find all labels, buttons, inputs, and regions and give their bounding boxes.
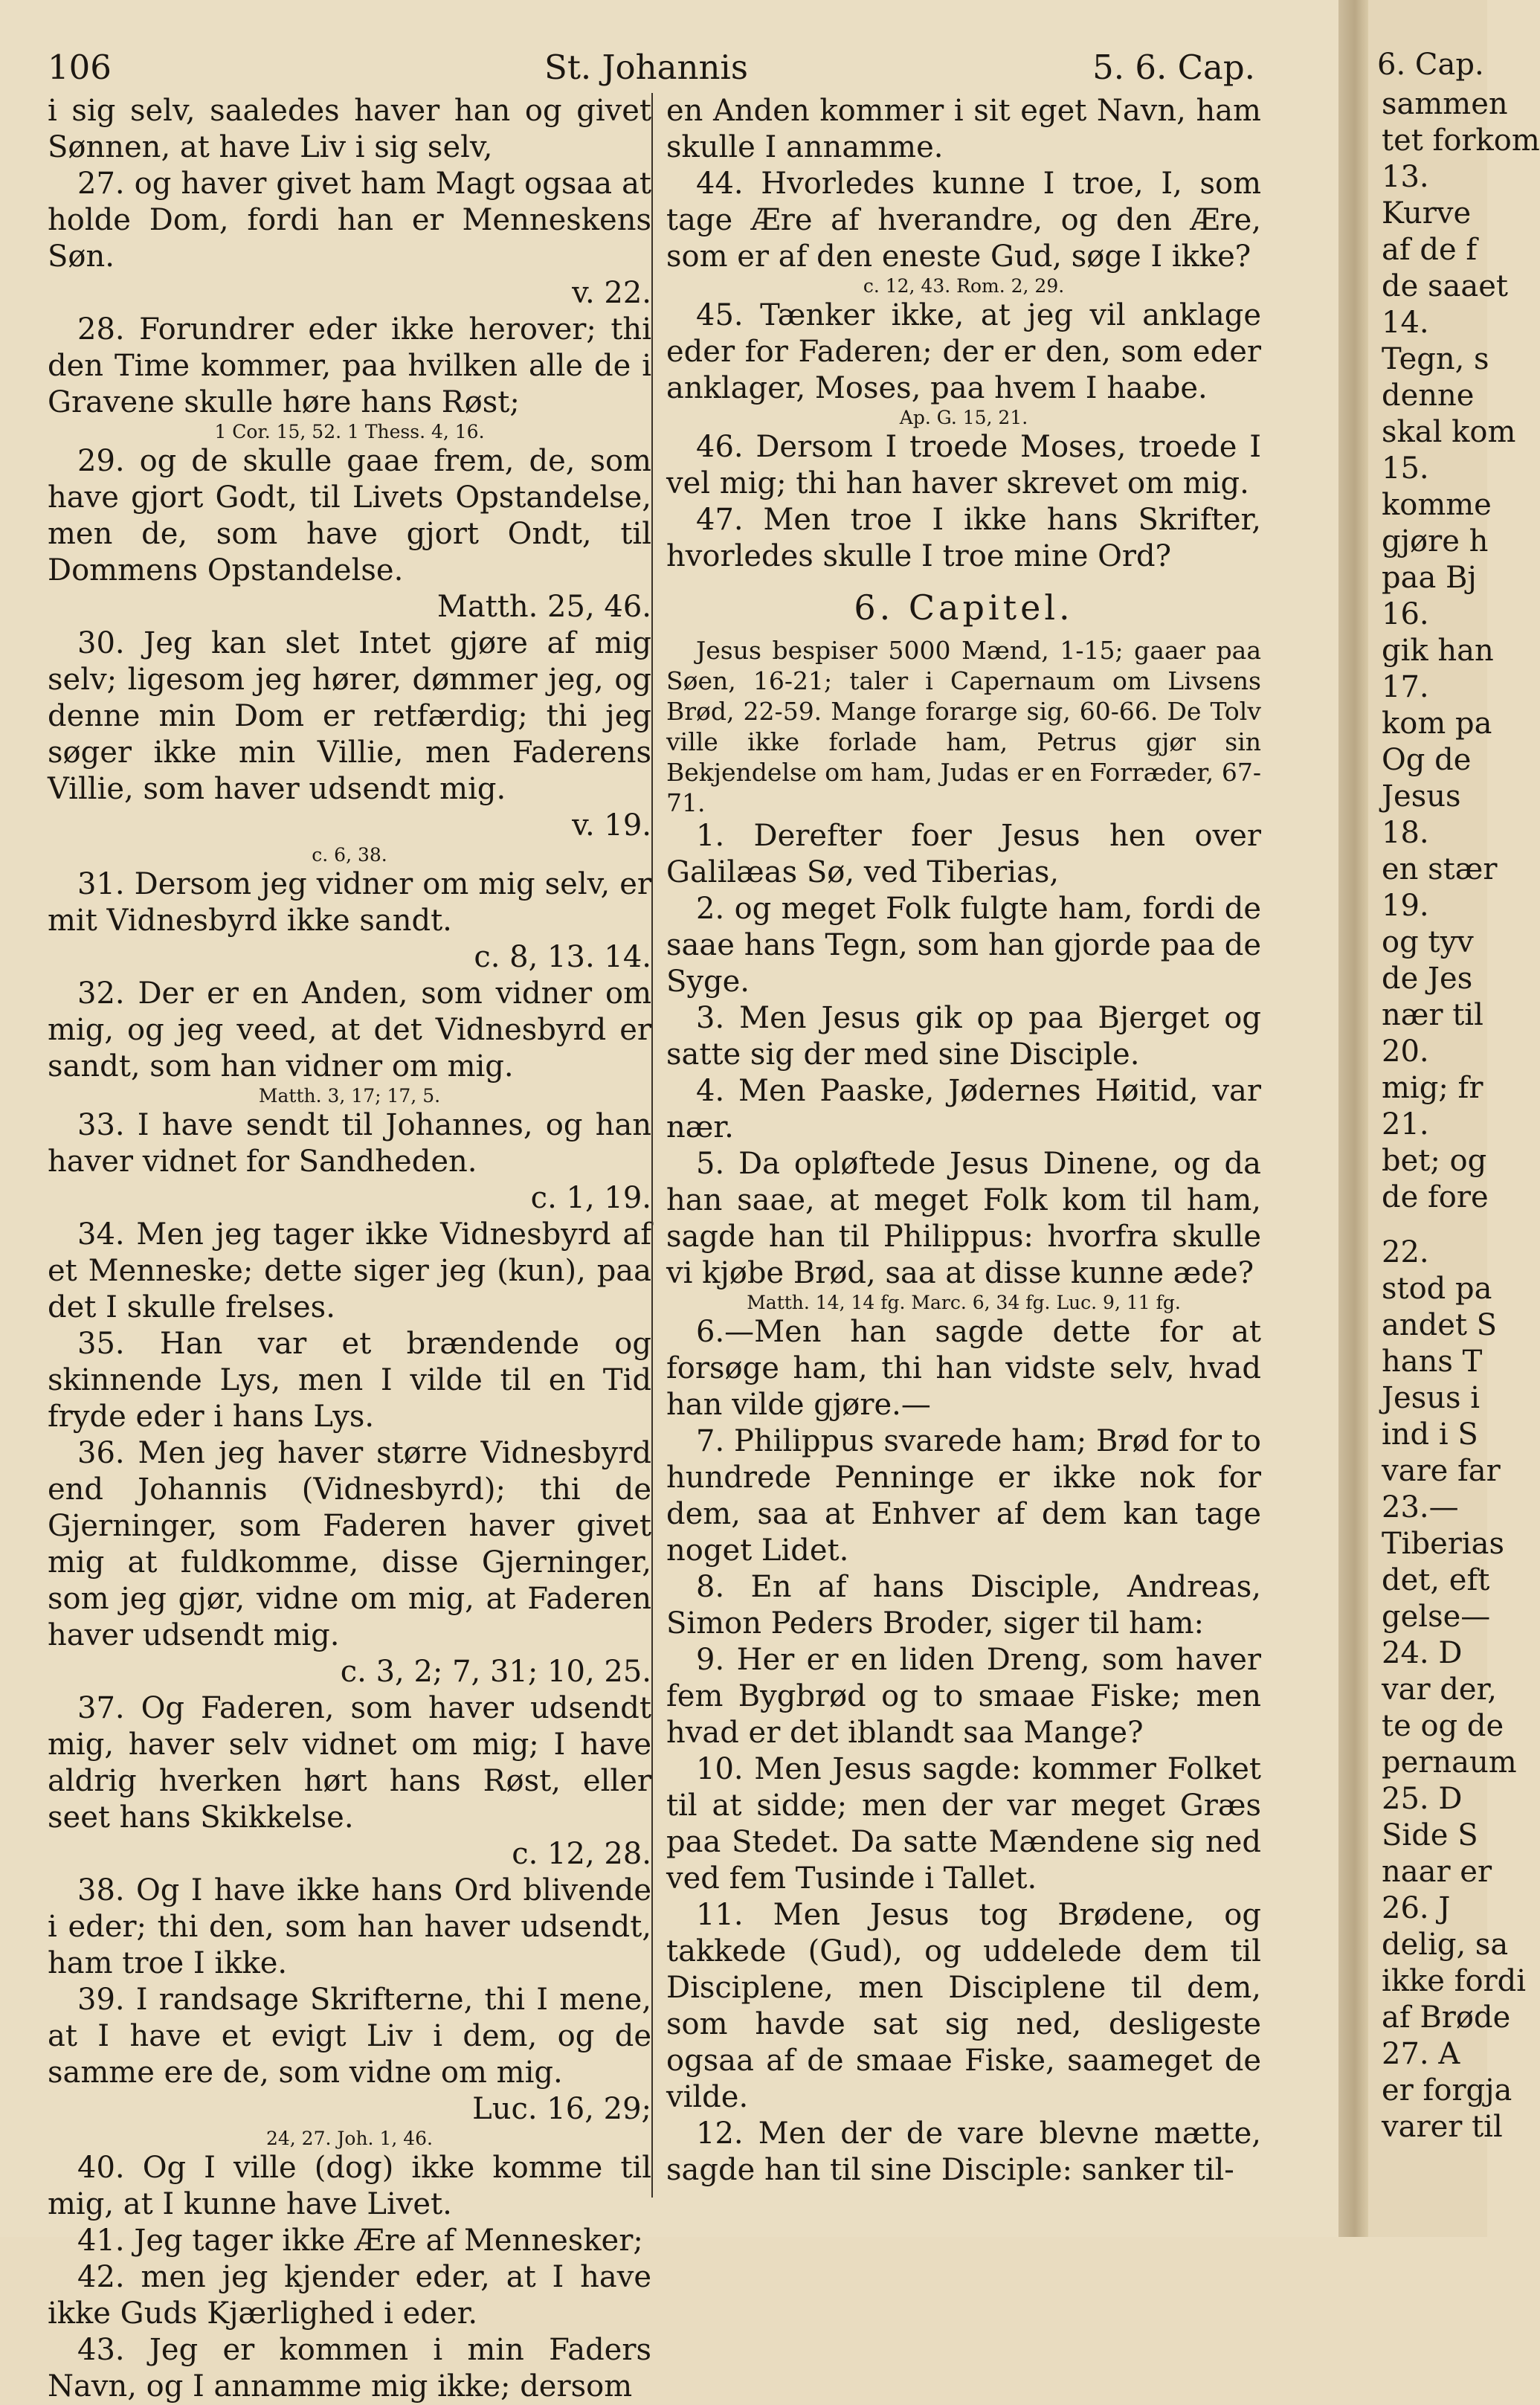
verse-reference: Matth. 25, 46. <box>436 590 651 624</box>
next-page-fragment: denne <box>1382 379 1475 413</box>
verse <box>48 1435 651 1690</box>
chapter-summary <box>666 635 1261 818</box>
verse-reference: c. 1, 19. <box>530 1181 651 1215</box>
cross-reference <box>48 844 651 866</box>
next-page-fragment: af Brøde <box>1382 2000 1511 2035</box>
next-page-fragment: en stær <box>1382 852 1498 886</box>
verse-text: en Anden kommer i sit eget Navn, ham skulle I annamme. <box>666 94 1261 164</box>
verse <box>48 625 651 844</box>
page-number: 106 <box>48 48 112 87</box>
verse <box>666 297 1261 407</box>
verse-text: 31. Dersom jeg vidner om mig selv, er mit Vidnesbyrd ikke sandt. <box>48 867 651 938</box>
verse <box>48 1326 651 1435</box>
verse <box>666 1897 1261 2116</box>
next-page-fragment: Jesus <box>1382 779 1461 814</box>
verse-text: 3. Men Jesus gik op paa Bjerget og satte sig der med sine Disciple. <box>666 1001 1261 1072</box>
next-page-fragment: Og de <box>1382 743 1472 777</box>
verse <box>48 866 651 976</box>
verse <box>666 1751 1261 1897</box>
next-page-fragment: 13. <box>1382 160 1429 194</box>
verse-text: Ap. G. 15, 21. <box>899 407 1028 428</box>
cross-reference <box>48 421 651 443</box>
verse <box>48 1217 651 1326</box>
verse <box>666 166 1261 275</box>
verse-text: 40. Og I ville (dog) ikke komme til mig, at I kunne have Livet. <box>48 2151 651 2221</box>
next-page-fragment: komme <box>1382 488 1492 522</box>
verse-text: 27. og haver givet ham Magt ogsaa at holde Dom, fordi han er Menneskens Søn. <box>48 167 651 274</box>
verse <box>48 2150 651 2223</box>
next-page-fragment: det, eft <box>1382 1563 1490 1597</box>
next-page-fragment: gjøre h <box>1382 524 1489 558</box>
verse-text: 35. Han var et brændende og skinnende Lys, men I vilde til en Tid fryde eder i hans Lys. <box>48 1327 651 1434</box>
verse-text: 7. Philippus svarede ham; Brød for to hundrede Penninge er ikke nok for dem, saa at Enhver af dem kan tage noget Lidet. <box>666 1424 1261 1568</box>
verse-text: 44. Hvorledes kunne I troe, I, som tage Ære af hverandre, og den Ære, som er af den eneste Gud, søge I ikke? <box>666 167 1261 274</box>
verse-text: 30. Jeg kan slet Intet gjøre af mig selv; ligesom jeg hører, dømmer jeg, og denne min Dom er retfærdig; thi jeg søger ikke min Villie, men Faderens Villie, som haver udsendt mig. <box>48 626 651 806</box>
verse-reference: c. 12, 28. <box>512 1837 651 1871</box>
continued-text <box>48 93 651 166</box>
verse-text: 29. og de skulle gaae frem, de, som have gjort Godt, til Livets Opstandelse, men de, som have gjort Ondt, til Dommens Opstandelse. <box>48 444 651 587</box>
verse <box>666 2116 1261 2189</box>
verse <box>48 166 651 312</box>
next-page-fragment: gik han <box>1382 634 1494 668</box>
verse-text: Jesus bespiser 5000 Mænd, 1-15; gaaer paa Søen, 16-21; taler i Capernaum om Livsens Brød, 22-59. Mange forarge sig, 60-66. De Tolv ville ikke forlade ham, Petrus gjør sin Bekjendelse om ham, Judas er en Forræder, 67-71. <box>666 636 1261 817</box>
verse-reference: c. 8, 13. 14. <box>474 940 651 974</box>
verse-reference: v. 22. <box>572 276 651 310</box>
next-page-fragment: sammen <box>1382 87 1508 121</box>
next-page-fragment: 18. <box>1382 816 1429 850</box>
verse <box>666 1146 1261 1292</box>
next-page-fragment: pernaum <box>1382 1745 1517 1780</box>
next-page-fragment: 14. <box>1382 306 1429 340</box>
verse <box>666 891 1261 1000</box>
verse-reference: c. 3, 2; 7, 31; 10, 25. <box>340 1655 651 1689</box>
verse-text: 37. Og Faderen, som haver udsendt mig, haver selv vidnet om mig; I have aldrig hverken hørt hans Røst, eller seet hans Skikkelse. <box>48 1691 651 1835</box>
verse-text: 1 Cor. 15, 52. 1 Thess. 4, 16. <box>214 421 485 442</box>
next-page-fragment: Jesus i <box>1382 1381 1481 1415</box>
next-page-fragment: 15. <box>1382 451 1429 486</box>
verse-text: 6.—Men han sagde dette for at forsøge ham, thi han vidste selv, hvad han vilde gjøre.— <box>666 1315 1261 1422</box>
verse-text: 2. og meget Folk fulgte ham, fordi de saae hans Tegn, som han gjorde paa de Syge. <box>666 892 1261 999</box>
next-page-fragment: 16. <box>1382 597 1429 631</box>
next-page-fragment: er forgja <box>1382 2073 1512 2108</box>
verse-reference: Luc. 16, 29; <box>472 2092 651 2126</box>
next-page-fragment: 21. <box>1382 1107 1429 1142</box>
next-page-fragment: mig; fr <box>1382 1071 1483 1105</box>
verse-text: 24, 27. Joh. 1, 46. <box>265 2128 434 2149</box>
verse-text: 4. Men Paaske, Jødernes Høitid, var nær. <box>666 1074 1261 1144</box>
next-page-fragment: Tiberias <box>1382 1527 1505 1561</box>
verse-text: 6. Capitel. <box>854 587 1074 628</box>
next-page-fragment: gelse— <box>1382 1600 1491 1634</box>
next-page-fragment: Tegn, s <box>1382 342 1489 376</box>
next-page-fragment: de fore <box>1382 1180 1489 1214</box>
next-page-fragment: hans T <box>1382 1345 1483 1379</box>
verse-text: 36. Men jeg haver større Vidnesbyrd end Johannis (Vidnesbyrd); thi de Gjerninger, som Faderen haver givet mig at fuldkomme, disse Gjerninger, som jeg gjør, vidne om mig, at Faderen haver udsendt mig. <box>48 1436 651 1652</box>
next-page-fragment: 17. <box>1382 670 1429 704</box>
chapter-marker: 5. 6. Cap. <box>1092 48 1255 87</box>
verse-text: 11. Men Jesus tog Brødene, og takkede (Gud), og uddelede dem til Disciplene, men Disciplene til dem, som havde sat sig ned, desligeste ogsaa af de smaae Fiske, saameget de vilde. <box>666 1898 1261 2114</box>
verse <box>48 1982 651 2128</box>
next-page-fragment: nær til <box>1382 998 1483 1032</box>
verse <box>666 1569 1261 1642</box>
verse-text: c. 12, 43. Rom. 2, 29. <box>863 275 1065 297</box>
verse-text: 9. Her er en liden Dreng, som haver fem Bygbrød og to smaae Fiske; men hvad er det iblandt saa Mange? <box>666 1643 1261 1750</box>
verse <box>48 443 651 625</box>
verse <box>666 429 1261 502</box>
continued-text <box>666 93 1261 166</box>
next-page-fragment: paa Bj <box>1382 561 1477 595</box>
next-page-fragment: 23.— <box>1382 1490 1459 1525</box>
next-page-fragment: 27. A <box>1382 2037 1460 2071</box>
cross-reference <box>666 275 1261 297</box>
cross-reference <box>48 2128 651 2150</box>
next-page-fragment: Side S <box>1382 1818 1478 1852</box>
cross-reference <box>666 1292 1261 1314</box>
cross-reference <box>666 407 1261 429</box>
chapter-heading <box>666 587 1261 628</box>
verse-text: 28. Forundrer eder ikke herover; thi den Time kommer, paa hvilken alle de i Gravene skulle høre hans Røst; <box>48 312 651 419</box>
next-page-fragment: kom pa <box>1382 706 1492 741</box>
next-page-fragment: de Jes <box>1382 962 1473 996</box>
next-page-fragment: 26. J <box>1382 1891 1451 1925</box>
verse-text: Matth. 3, 17; 17, 5. <box>258 1085 441 1107</box>
verse <box>666 1073 1261 1146</box>
next-page-fragment: vare far <box>1382 1454 1501 1488</box>
verse <box>48 312 651 421</box>
next-page-header: 6. Cap. <box>1377 48 1484 82</box>
verse-text: 46. Dersom I troede Moses, troede I vel mig; thi han haver skrevet om mig. <box>666 430 1261 500</box>
verse-text: 33. I have sendt til Johannes, og han haver vidnet for Sandheden. <box>48 1108 651 1179</box>
next-page-fragment: 20. <box>1382 1034 1429 1069</box>
verse-text: 8. En af hans Disciple, Andreas, Simon Peders Broder, siger til ham: <box>666 1570 1261 1641</box>
next-page-fragment: 22. <box>1382 1235 1429 1269</box>
left-column <box>48 93 651 2405</box>
column-rule <box>651 93 653 2198</box>
verse <box>666 818 1261 891</box>
cross-reference <box>48 1085 651 1107</box>
next-page-fragment: bet; og <box>1382 1144 1487 1178</box>
verse-text: 34. Men jeg tager ikke Vidnesbyrd af et Menneske; dette siger jeg (kun), paa det I skulle frelses. <box>48 1217 651 1324</box>
verse-text: 1. Derefter foer Jesus hen over Galilæas Sø, ved Tiberias, <box>666 819 1261 889</box>
verse-text: 38. Og I have ikke hans Ord blivende i eder; thi den, som han haver udsendt, ham troe I ikke. <box>48 1873 651 1980</box>
next-page-fragment: stod pa <box>1382 1272 1492 1306</box>
next-page-fragment: 19. <box>1382 889 1429 923</box>
next-page-fragment: andet S <box>1382 1308 1498 1342</box>
verse-text: 5. Da opløftede Jesus Dinene, og da han saae, at meget Folk kom til ham, sagde han til Philippus: hvorfra skulle vi kjøbe Brød, saa at disse kunne æde? <box>666 1147 1261 1290</box>
verse <box>666 1642 1261 1751</box>
verse <box>666 1000 1261 1073</box>
next-page-fragment: 25. D <box>1382 1782 1463 1816</box>
verse-text: 42. men jeg kjender eder, at I have ikke Guds Kjærlighed i eder. <box>48 2260 651 2331</box>
book-gutter <box>1338 0 1368 2237</box>
verse <box>48 1873 651 1982</box>
next-page-fragment: skal kom <box>1382 415 1516 449</box>
verse <box>666 1423 1261 1569</box>
right-column <box>666 93 1261 2189</box>
next-page-fragment: 24. D <box>1382 1636 1463 1670</box>
next-page-edge <box>1368 0 1540 2237</box>
verse <box>48 1690 651 1873</box>
verse-reference: v. 19. <box>572 808 651 843</box>
verse-text: 12. Men der de vare blevne mætte, sagde han til sine Disciple: sanker til- <box>666 2116 1261 2187</box>
next-page-fragment: af de f <box>1382 233 1478 267</box>
running-title: St. Johannis <box>544 48 748 87</box>
verse <box>48 2259 651 2332</box>
verse-text: 10. Men Jesus sagde: kommer Folket til at sidde; men der var meget Græs paa Stedet. Da satte Mændene sig ned ved fem Tusinde i Tallet. <box>666 1752 1261 1896</box>
verse-text: c. 6, 38. <box>312 844 387 866</box>
verse-text: 39. I randsage Skrifterne, thi I mene, at I have et evigt Liv i dem, og de samme ere de, som vidne om mig. <box>48 1983 651 2090</box>
next-page-fragment: delig, sa <box>1382 1928 1509 1962</box>
next-page-fragment: te og de <box>1382 1709 1504 1743</box>
verse <box>48 2332 651 2405</box>
verse-text: 45. Tænker ikke, at jeg vil anklage eder for Faderen; der er den, som eder anklager, Moses, paa hvem I haabe. <box>666 298 1261 405</box>
next-page-fragment: var der, <box>1382 1672 1497 1707</box>
verse <box>666 1314 1261 1423</box>
verse-text: 43. Jeg er kommen i min Faders Navn, og I annamme mig ikke; dersom <box>48 2333 651 2404</box>
next-page-fragment: ind i S <box>1382 1417 1478 1452</box>
verse-text: i sig selv, saaledes haver han og givet Sønnen, at have Liv i sig selv, <box>48 94 651 164</box>
verse <box>48 1107 651 1217</box>
verse <box>48 2223 651 2259</box>
verse <box>666 502 1261 575</box>
next-page-fragment: naar er <box>1382 1855 1492 1889</box>
verse-text: 47. Men troe I ikke hans Skrifter, hvorledes skulle I troe mine Ord? <box>666 503 1261 573</box>
next-page-fragment: de saaet <box>1382 269 1508 303</box>
next-page-fragment: varer til <box>1382 2110 1503 2144</box>
next-page-fragment: tet forkom <box>1382 123 1540 158</box>
verse-text: 32. Der er en Anden, som vidner om mig, og jeg veed, at det Vidnesbyrd er sandt, som han vidner om mig. <box>48 976 651 1084</box>
next-page-fragment: Kurve <box>1382 196 1472 231</box>
verse-text: 41. Jeg tager ikke Ære af Mennesker; <box>77 2224 643 2258</box>
next-page-fragment: ikke fordi <box>1382 1964 1527 1998</box>
verse-text: Matth. 14, 14 fg. Marc. 6, 34 fg. Luc. 9, 11 fg. <box>747 1292 1181 1313</box>
next-page-fragment: og tyv <box>1382 925 1474 959</box>
verse <box>48 976 651 1085</box>
